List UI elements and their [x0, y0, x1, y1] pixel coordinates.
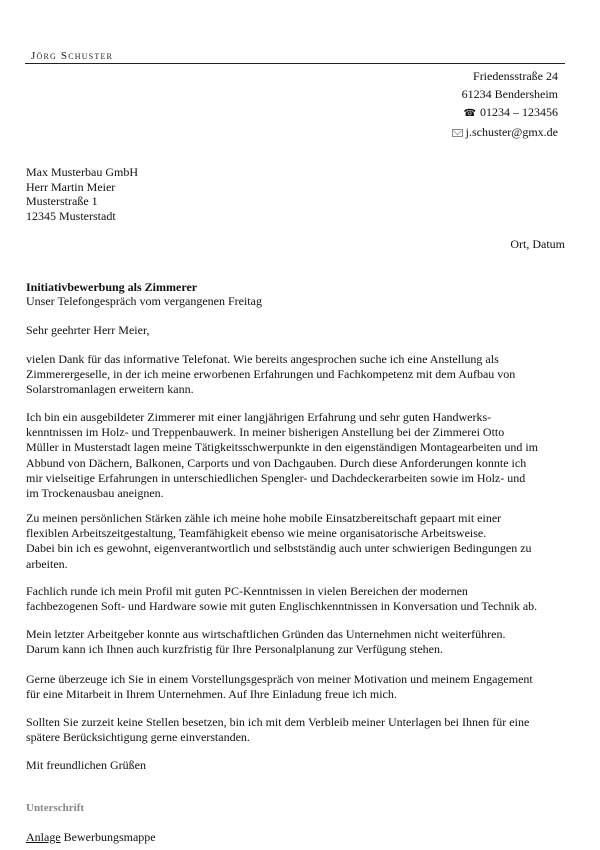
subject-block — [26, 280, 262, 308]
sender-email-line — [452, 123, 558, 141]
sender-phone: 01234 – 123456 — [480, 105, 558, 119]
paragraph-line: flexiblen Arbeitszeitgestaltung, Teamfähigkeit ebenso wie meine organisatorische Arbeitsweise. — [26, 526, 487, 541]
enclosure-label: Anlage — [26, 830, 61, 844]
paragraph-line: Dabei bin ich es gewohnt, eigenverantwortlich und selbstständig auch unter schwierigen Bedingungen zu — [26, 541, 532, 556]
recipient-address — [26, 165, 138, 223]
paragraph-line: im Trockenausbau aneignen. — [26, 486, 164, 501]
sender-city: 61234 Bendersheim — [461, 87, 558, 101]
paragraph-line: für eine Mitarbeit in Ihrem Unternehmen. Auf Ihre Einladung freue ich mich. — [26, 687, 397, 702]
subject-reference: Unser Telefongespräch vom vergangenen Freitag — [26, 294, 262, 308]
paragraph-line: arbeiten. — [26, 556, 68, 571]
enclosure-text: Bewerbungsmappe — [60, 830, 156, 844]
phone-icon: ☎ — [463, 108, 476, 119]
paragraph-line: kenntnissen im Holz- und Treppenbauwerk. In meiner bisherigen Anstellung bei der Zimmerei Otto — [26, 425, 505, 440]
enclosure — [26, 830, 156, 845]
paragraph-1 — [26, 352, 574, 398]
paragraph-line: Mein letzter Arbeitgeber konnte aus wirtschaftlichen Gründen das Unternehmen nicht weiterführen. — [26, 627, 506, 641]
paragraph-line: Ich bin ein ausgebildeter Zimmerer mit einer langjährigen Erfahrung und sehr guten Handwerks- — [26, 410, 492, 424]
paragraph-line: mir vielseitige Erfahrungen in unterschiedlichen Spengler- und Dachdeckerarbeiten sowie im Holz- und — [26, 470, 526, 485]
paragraph-line: fachbezogenen Soft- und Hardware sowie mit guten Englischkenntnissen in Konversation und Technik ab. — [26, 599, 538, 614]
signature-placeholder: Unterschrift — [26, 802, 85, 814]
paragraph-line: Darum kann ich Ihnen auch kurzfristig für Ihre Personalplanung zur Verfügung stehen. — [26, 642, 443, 657]
paragraph-line: Müller in Musterstadt lagen meine Tätigkeitsschwerpunkte in den eigenständigen Montagearbeiten und im — [26, 440, 538, 455]
sender-phone-line — [452, 103, 558, 123]
paragraph-7 — [26, 715, 574, 745]
paragraph-line: vielen Dank für das informative Telefonat. Wie bereits angesprochen suche ich eine Anstellung als — [26, 352, 499, 366]
paragraph-line: Sollten Sie zurzeit keine Stellen besetzen, bin ich mit dem Verbleib meiner Unterlagen bei Ihnen für eine — [26, 715, 530, 729]
paragraph-line: Zu meinen persönlichen Stärken zähle ich meine hohe mobile Einsatzbereitschaft gepaart mit einer — [26, 511, 502, 525]
paragraph-2 — [26, 410, 574, 501]
paragraph-5 — [26, 627, 574, 657]
paragraph-line: spätere Berücksichtigung gerne einverstanden. — [26, 730, 250, 745]
sender-street: Friedensstraße 24 — [473, 69, 558, 83]
letterhead-divider — [25, 63, 565, 64]
closing: Mit freundlichen Grüßen — [26, 758, 146, 772]
paragraph-4 — [26, 584, 574, 614]
recipient-company: Max Musterbau GmbH — [26, 165, 138, 179]
salutation: Sehr geehrter Herr Meier, — [26, 323, 150, 337]
paragraph-line: Abbund von Dächern, Balkonen, Carports und von Dachgauben. Durch diese Anforderungen konnte ich — [26, 455, 527, 470]
paragraph-6 — [26, 672, 574, 702]
paragraph-line: Solarstromanlagen erweitern kann. — [26, 382, 194, 397]
recipient-street: Musterstraße 1 — [26, 194, 98, 208]
recipient-contact: Herr Martin Meier — [26, 179, 116, 194]
place-date: Ort, Datum — [510, 237, 565, 251]
envelope-icon — [452, 129, 463, 137]
subject-title: Initiativbewerbung als Zimmerer — [26, 280, 198, 294]
sender-email[interactable]: j.schuster@gmx.de — [465, 125, 558, 139]
paragraph-line: Fachlich runde ich mein Profil mit guten PC-Kenntnissen in vielen Bereichen der modernen — [26, 584, 468, 598]
paragraph-3 — [26, 511, 574, 572]
paragraph-line: Gerne überzeuge ich Sie in einem Vorstellungsgespräch von meiner Motivation und meinem Engagement — [26, 672, 533, 686]
paragraph-line: Zimmerergeselle, in der ich meine erworbenen Erfahrungen und Fachkompetenz mit dem Aufbau von — [26, 367, 516, 382]
letterhead-name: Jörg Schuster — [31, 50, 114, 62]
sender-address — [452, 67, 558, 141]
recipient-city: 12345 Musterstadt — [26, 208, 116, 223]
